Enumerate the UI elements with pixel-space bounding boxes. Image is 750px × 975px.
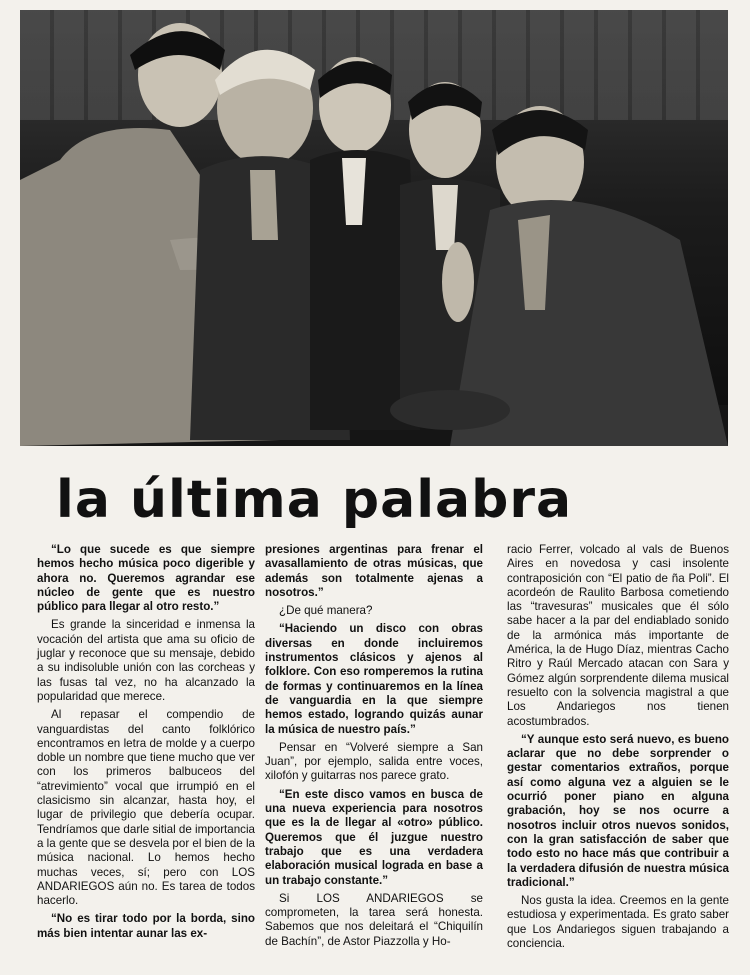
article-paragraph: ¿De qué manera? xyxy=(279,604,373,618)
article-column-1 xyxy=(37,543,255,945)
article-paragraph: Pensar en “Volveré siempre a San Juan”, por ejemplo, salida entre voces, xilofón y guitarras nos parece grato. xyxy=(265,740,483,783)
article-column-2 xyxy=(265,543,483,953)
article-paragraph: presiones argentinas para frenar el avasallamiento de otras músicas, que además son totalmente ajenas a nosotros.” xyxy=(265,543,483,599)
group-photo xyxy=(20,10,728,446)
photo-figures xyxy=(20,10,728,446)
article-paragraph: Es grande la sinceridad e inmensa la vocación del artista que ama su oficio de juglar y reconoce que su mensaje, debido a su indisoluble unión con las corcheas y las fusas tal vez, no ha alcanzado la popularidad que merece. xyxy=(37,618,255,703)
article-paragraph: “Haciendo un disco con obras diversas en donde incluiremos instrumentos clásicos y ajenos al folklore. Con eso romperemos la rutina de formas y continuaremos en la línea de vanguardia en la que siempre hemos estado, logrando quizás aunar la música de nuestro país.” xyxy=(265,622,483,736)
article-paragraph: racio Ferrer, volcado al vals de Buenos Aires en novedosa y casi insolente contraposición con “El patio de ña Poli”. El acordeón de Raulito Barbosa cometiendo las “travesuras” musicales que él sólo sabe hacer a la par del endiablado sonido de la armónica más importante de América, la de Hugo Díaz, mientras Cacho Ritro y Raúl Mercado atacan con Sara y Gómez algún sorprendente dilema musical resuelto con la solvencia magistral a que Los Andariegos nos tienen acostumbrados. xyxy=(507,543,729,728)
article-column-3 xyxy=(507,543,729,955)
article-paragraph: “En este disco vamos en busca de una nueva experiencia para nosotros que es la de llegar al «otro» público. Queremos que él juzgue nuestro trabajo que es una verdadera elaboración musical lograda en base a un trabajo constante.” xyxy=(265,787,483,887)
article-paragraph: “Y aunque esto será nuevo, es bueno aclarar que no debe sorprender o gestar comentarios extraños, porque así como alguna vez a alguien se le ocurrió poner piano en alguna grabación, hoy se nos ocurre a nosotros incluir otros nuevos sonidos, con la gran satisfacción de saber que todo esto no hace más que contribuir a la verdadera difusión de nuestra música tradicional.” xyxy=(507,732,729,889)
article-paragraph: “No es tirar todo por la borda, sino más bien intentar aunar las ex- xyxy=(37,912,255,940)
article-paragraph: “Lo que sucede es que siempre hemos hecho música poco digerible y ahora no. Queremos agrandar ese núcleo de gente que es nuestro público para llegar al otro resto.” xyxy=(37,543,255,614)
headline: la última palabra xyxy=(56,470,573,530)
article-paragraph: Al repasar el compendio de vanguardistas del canto folklórico encontramos en letra de molde y a cuerpo doble un nombre que tiene mucho que ver con los primeros balbuceos del “atrevimiento” vocal que irrumpió en el clasicismo sin alcanzar, hasta hoy, el lugar de privilegio que debería ocupar. Tendríamos que darle sitial de importancia a la gente que se desvela por el bien de la música nacional. Lo hemos hecho muchas veces, sí; pero con LOS ANDARIEGOS aún no. Es tarea de todos hacerlo. xyxy=(37,708,255,908)
article-paragraph: Si LOS ANDARIEGOS se comprometen, la tarea será honesta. Sabemos que nos deleitará el “Chiquilín de Bachín”, de Astor Piazzolla y Ho- xyxy=(265,891,483,948)
article-paragraph: Nos gusta la idea. Creemos en la gente estudiosa y experimentada. Es grato saber que Los Andariegos siguen trabajando a conciencia. xyxy=(507,894,729,951)
